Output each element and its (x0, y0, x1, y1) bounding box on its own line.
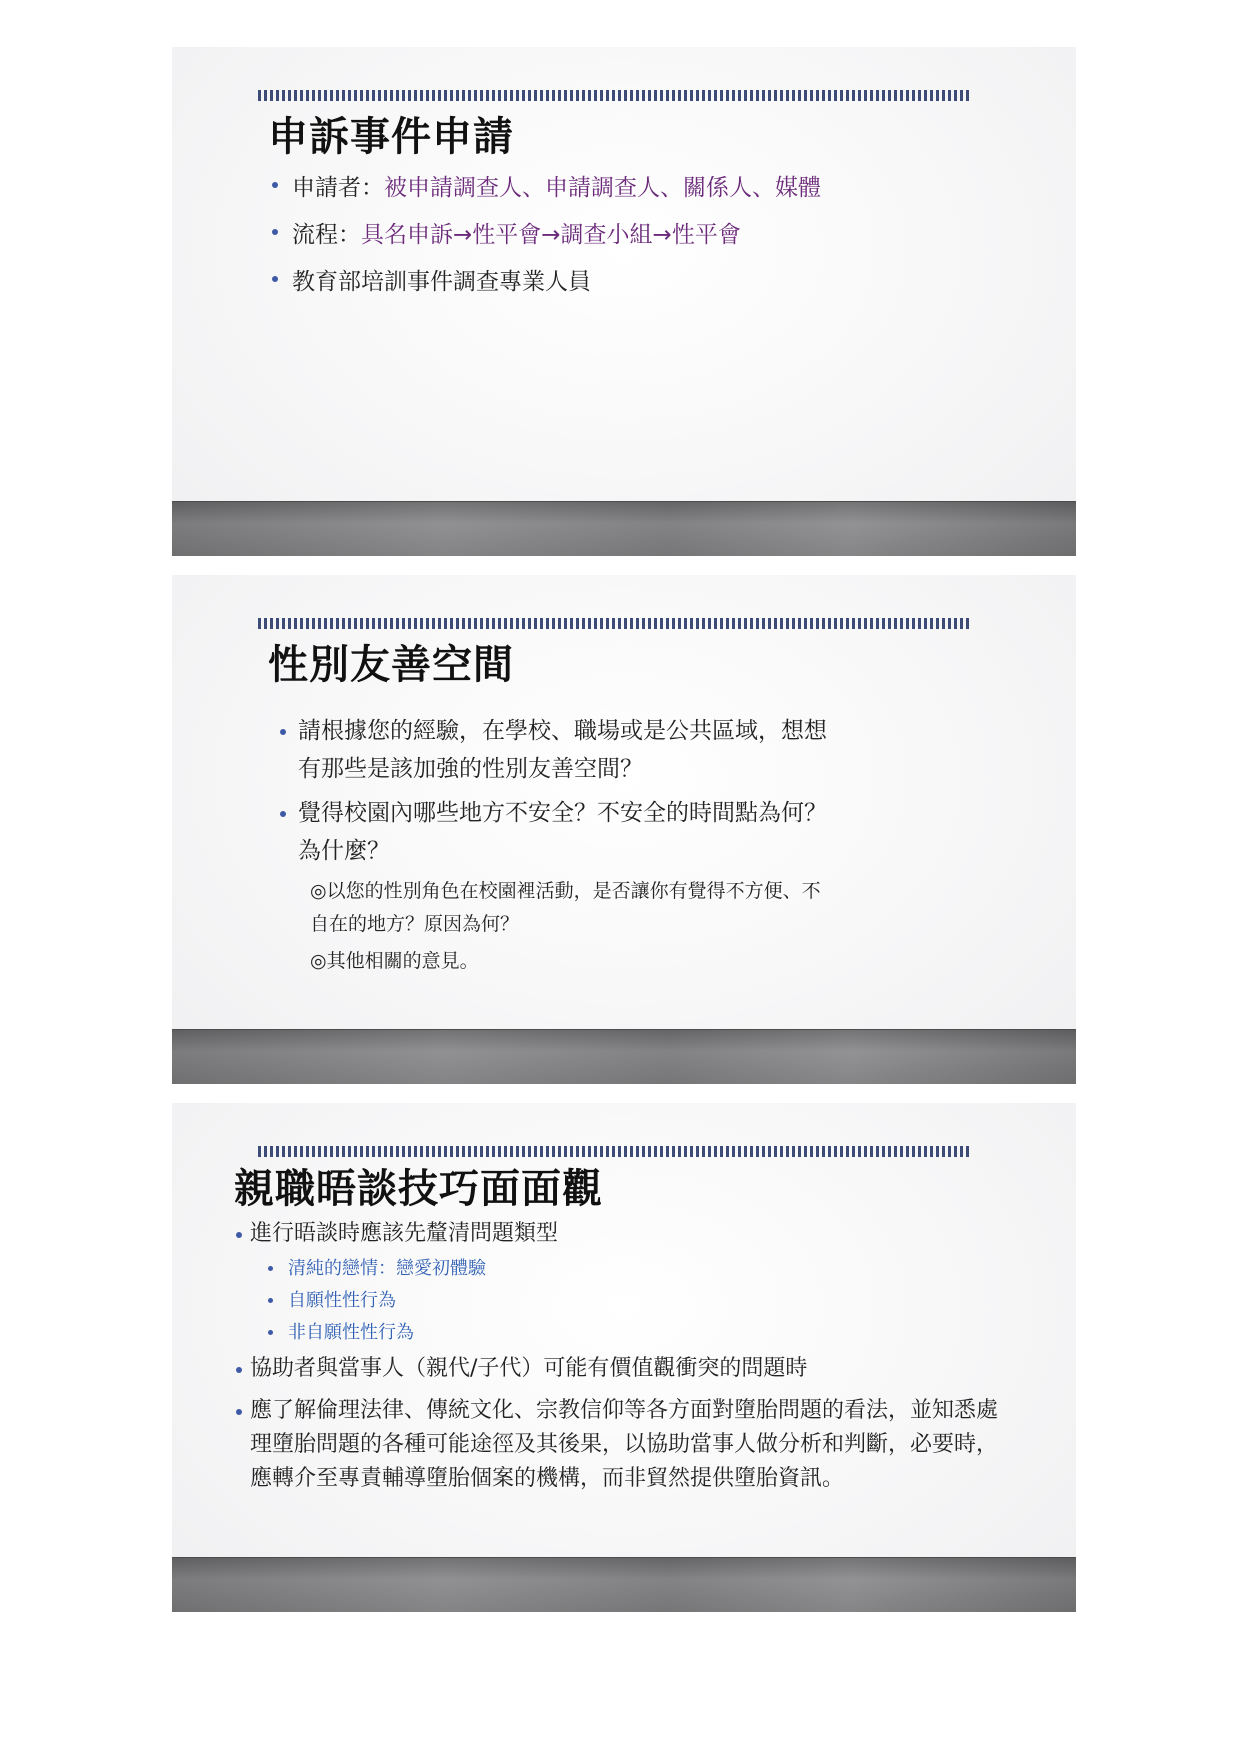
list-item (272, 169, 821, 216)
sub-item-text: 非自願性性行為 (288, 1322, 414, 1343)
slide-1 (172, 47, 1076, 556)
bullet-list (236, 1217, 1036, 1251)
slide-title: 性別友善空間 (268, 642, 514, 688)
list-item (268, 1285, 486, 1317)
slide-2 (172, 575, 1076, 1084)
bullet-label: 申請者： (292, 175, 384, 201)
bullet-dot (272, 182, 278, 188)
bullet-list (272, 169, 821, 310)
bullet-list (236, 1352, 1006, 1496)
bullet-text: 協助者與當事人（親代/子代）可能有價值觀衝突的問題時 (250, 1356, 808, 1381)
bullet-dot (280, 811, 286, 817)
sub-item-text: 自願性性行為 (288, 1290, 396, 1311)
bullet-dot (272, 229, 278, 235)
bullet-text: 覺得校園內哪些地方不安全？不安全的時間點為何？為什麼？ (298, 800, 827, 864)
bullet-dot (280, 729, 286, 735)
bullet-dot (268, 1330, 273, 1335)
bullet-dot (236, 1409, 242, 1415)
slide-floor (172, 1557, 1076, 1612)
list-item (236, 1217, 1036, 1251)
slide-floor (172, 1029, 1076, 1084)
list-item (268, 1317, 486, 1349)
slide-floor (172, 501, 1076, 556)
sub-item-text: ◎其他相關的意見。 (310, 950, 479, 972)
sub-item-text: 清純的戀情：戀愛初體驗 (288, 1258, 486, 1279)
bullet-text: 應了解倫理法律、傳統文化、宗教信仰等各方面對墮胎問題的看法，並知悉處理墮胎問題的各種可能途徑及其後果，以協助當事人做分析和判斷，必要時，應轉介至專責輔導墮胎個案的機構，而非貿然提供墮胎資訊。 (250, 1398, 999, 1491)
bullet-label: 流程： (292, 222, 361, 248)
sub-list (268, 1253, 486, 1349)
title-accent-stripe (258, 618, 970, 629)
bullet-dot (236, 1232, 242, 1238)
list-item (280, 794, 840, 870)
sub-item-text: ◎以您的性別角色在校園裡活動，是否讓你有覺得不方便、不自在的地方？原因為何？ (310, 880, 821, 935)
title-accent-stripe (258, 1146, 970, 1157)
bullet-text: 進行晤談時應該先釐清問題類型 (250, 1221, 559, 1246)
sub-list (310, 875, 828, 978)
slide-title: 親職晤談技巧面面觀 (234, 1166, 603, 1212)
list-item (236, 1394, 1006, 1496)
bullet-label: 教育部培訓事件調查專業人員 (292, 269, 591, 295)
bullet-text: 請根據您的經驗，在學校、職場或是公共區域，想想有那些是該加強的性別友善空間？ (298, 718, 827, 782)
list-item (268, 1253, 486, 1285)
bullet-value: 具名申訴→性平會→調查小組→性平會 (361, 222, 741, 248)
list-item (236, 1352, 1006, 1386)
slide-title: 申訴事件申請 (268, 114, 514, 160)
list-item (280, 712, 840, 788)
slide-3 (172, 1103, 1076, 1612)
bullet-value: 被申請調查人、申請調查人、關係人、媒體 (384, 175, 821, 201)
bullet-dot (268, 1266, 273, 1271)
bullet-dot (272, 276, 278, 282)
bullet-dot (268, 1298, 273, 1303)
bullet-list (280, 712, 840, 870)
title-accent-stripe (258, 90, 970, 101)
bullet-dot (236, 1367, 242, 1373)
list-item (310, 945, 828, 978)
list-item (310, 875, 828, 941)
list-item (272, 263, 821, 310)
list-item (272, 216, 821, 263)
